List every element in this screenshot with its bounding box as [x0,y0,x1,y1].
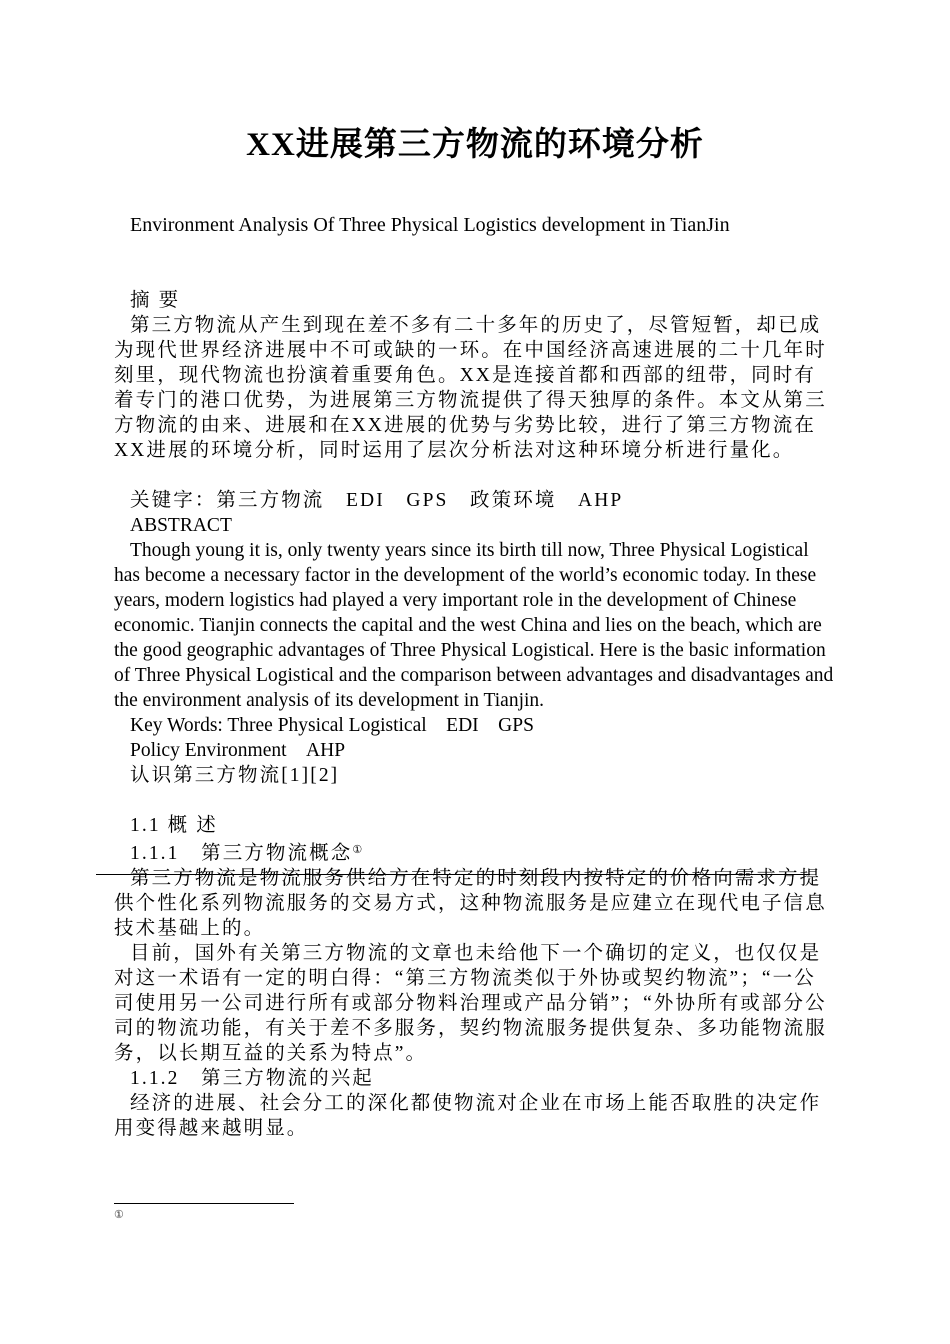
document-body [114,288,834,1141]
section-1-1-2-paragraph-1: 经济的进展、社会分工的深化都使物流对企业在市场上能否取胜的决定作用变得越来越明显。 [114,1093,822,1139]
abstract-cn-heading: 摘 要 [130,290,181,311]
document-subtitle: Environment Analysis Of Three Physical Logistics development in TianJin [130,214,730,236]
footnote-reference[interactable]: ① [352,844,365,856]
footnote-separator [114,1203,294,1204]
section-divider-line [96,874,810,875]
chapter-heading: 认识第三方物流[1][2] [130,765,340,786]
section-heading-1-1-2: 1.1.2 第三方物流的兴起 [130,1068,374,1089]
document-title: XX进展第三方物流的环境分析 [246,127,704,163]
abstract-cn-text: 第三方物流从产生到现在差不多有二十多年的历史了，尽管短暂，却已成为现代世界经济进展中不可或缺的一环。在中国经济高速进展的二十几年时刻里，现代物流也扮演着重要角色。XX是连接首都和西部的纽带，同时有着专门的港口优势，为进展第三方物流提供了得天独厚的条件。本文从第三方物流的由来、进展和在XX进展的优势与劣势比较，进行了第三方物流在XX进展的环境分析，同时运用了层次分析法对这种环境分析进行量化。 [114,315,827,461]
footnote-mark: ① [114,1209,124,1221]
section-heading-1-1: 1.1 概 述 [130,815,218,836]
abstract-cn-keywords: 关键字：第三方物流 EDI GPS 政策环境 AHP [130,490,624,511]
abstract-en-text: Though young it is, only twenty years since its birth till now, Three Physical Logistical has become a necessary factor in the development of the world’s economic today. In these years, modern logistics had played a very important role in the development of Chinese economic. Tianjin connects the capital and the west China and lies on the beach, which are the good geographic advantages of Three Physical Logistical. Here is the basic information of Three Physical Logistical and the comparison between advantages and disadvantages and the environment analysis of its development in Tianjin. [114,540,834,711]
spacer [114,788,834,813]
section-1-1-1-paragraph-2: 目前，国外有关第三方物流的文章也未给他下一个确切的定义，也仅仅是对这一术语有一定的明白得：“第三方物流类似于外协或契约物流”；“一公司使用另一公司进行所有或部分物料治理或产品分销”；“外协所有或部分公司的物流功能，有关于差不多服务，契约物流服务提供复杂、多功能物流服务，以长期互益的关系为特点”。 [114,943,827,1064]
section-1-1-1-paragraph-1: 第三方物流是物流服务供给方在特定的时刻段内按特定的价格向需求方提供个性化系列物流服务的交易方式，这种物流服务是应建立在现代电子信息技术基础上的。 [114,868,827,939]
spacer [114,463,834,488]
section-heading-1-1-1 [114,838,834,866]
section-heading-1-1-1-text: 1.1.1 第三方物流概念 [130,843,353,864]
abstract-en-heading: ABSTRACT [130,515,232,536]
abstract-en-keywords-line1: Key Words: Three Physical Logistical EDI GPS [130,715,534,736]
abstract-en-keywords-line2: Policy Environment AHP [130,740,346,761]
